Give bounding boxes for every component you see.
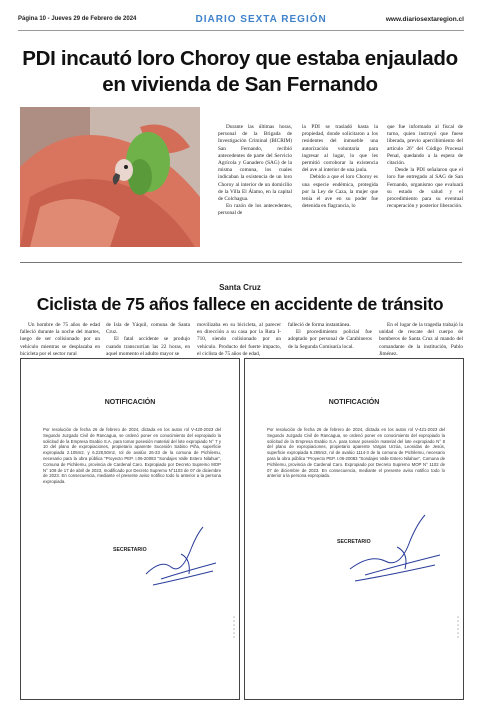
notice-title: NOTIFICACIÓN — [104, 399, 156, 406]
article2-column-5 — [379, 322, 463, 358]
secretary-label: SECRETARIO — [113, 547, 147, 553]
parrot-photo — [20, 107, 200, 247]
article1-column-2 — [302, 124, 378, 210]
paragraph: En el lugar de la tragedia trabajó la unidad de rescate del cuerpo de bomberos de Santa Cruz al mando del comandante de la institución, Pablo Jiménez. — [379, 322, 463, 357]
paragraph: Un hombre de 75 años de edad falleció durante la noche del martes, luego de ser colisionado por un vehículo mientras se desplazaba en bicicleta por el sector rural — [20, 322, 100, 357]
paragraph: El fatal accidente se produjo cuando transcurrían las 22 horas, en aquel momento el adulto mayor se — [106, 336, 190, 357]
paragraph: Durante las últimas horas, personal de la Brigada de Investigación Criminal (BICRIM) San Fernando, recibió antecedentes de parte del Servicio Agrícola y Ganadero (SAG) de la misma comuna, los cuales indicaban la existencia de un loro Choroy al interior de un domicilio de la Villa El Álamo, en la capital de Colchagua. — [218, 124, 292, 203]
article2-column-2 — [106, 322, 190, 358]
section-divider — [20, 262, 462, 263]
notice-body: Por resolución de fecha 26 de febrero de 2024, dictada en los autos rol V-421-2023 del Segundo Juzgado Civil de Rancagua, se ordenó poner en conocimiento del expropiado la solicitud de la Empresa Esabio S.A. para tomar posesión material del lote expropiado N° 8 del plano de expropiaciones, propietario aparente Vargas Urzúa, Leonidas de Jesús, superficie expropiada 6.265m2, rol de avalúo 1114-3 de la comuna de Pichilemu, necesario para la obra pública "Proyecto PEP. I.06-20083 "Sondajes Valle Estero Nilahue", Comuna de Pichilemu, provincia de Cardenal Caro. Expropiado por Decreto Supremo MOP N° 1102 de 07 de diciembre de 2023. En consecuencia, mediante el presente aviso notifico todo lo anterior a la persona expropiada. — [267, 427, 445, 479]
article2-kicker: Santa Cruz — [219, 283, 261, 292]
paragraph: El procedimiento policial fue adoptado por personal de Carabineros de la Segunda Comisaría local. — [288, 329, 372, 350]
paragraph: falleció de forma instantánea. — [288, 322, 351, 328]
paragraph: En razón de los antecedentes, personal de — [218, 203, 292, 217]
article1-headline: PDI incautó loro Choroy que estaba enjaulado en vivienda de San Fernando — [22, 47, 458, 96]
legal-notice-2 — [244, 358, 464, 700]
notice-side-code: ▪▪▪▪▪▪ — [232, 615, 236, 639]
article2-column-3 — [197, 322, 281, 358]
secretary-label: SECRETARIO — [337, 539, 371, 545]
signature-mark — [141, 519, 221, 594]
website-url: www.diariosextaregion.cl — [385, 15, 464, 23]
paragraph: de Isla de Yáquil, comuna de Santa Cruz. — [106, 322, 190, 336]
page-header — [18, 8, 464, 31]
article2-column-4 — [288, 322, 372, 351]
article2-column-1 — [20, 322, 100, 358]
legal-notice-1 — [20, 358, 240, 700]
article1-column-3 — [387, 124, 463, 210]
paragraph: movilizaba en su bicicleta, al parecer en dirección a su casa por la Ruta I-710, siendo colisionado por un vehículo. Producto del fuerte impacto, el ciclista de 75 años de edad, — [197, 322, 281, 357]
notice-title: NOTIFICACIÓN — [328, 399, 380, 406]
article1-column-1 — [218, 124, 292, 218]
paragraph: Desde la PDI señalaron que el loro fue entregado al SAG de San Fernando, organismo que evaluará su estado de salud y el procedimiento para su eventual recuperación y posterior liberación. — [387, 167, 463, 210]
notice-side-code: ▪▪▪▪▪▪ — [456, 615, 460, 639]
signature-mark — [345, 509, 445, 589]
paragraph: Debido a que el loro Choroy es una especie endémica, protegida por la Ley de Caza, la mujer que tenía el ave en su poder fue detenida en flagrancia, lo — [302, 174, 378, 210]
page-number-date: Página 10 - Jueves 29 de Febrero de 2024 — [18, 16, 137, 22]
paragraph: la PDI se trasladó hasta la propiedad, donde solicitaron a los residentes del inmueble una autorización voluntaria para ingresar al lugar, lo que les permitió corroborar la existencia del ave al interior de una jaula. — [302, 124, 378, 174]
newspaper-brand: DIARIO SEXTA REGIÓN — [195, 13, 327, 25]
article2-headline: Ciclista de 75 años fallece en accidente de tránsito — [36, 294, 444, 314]
notice-body: Por resolución de fecha 26 de febrero de 2024, dictada en los autos rol V-420-2023 del Segundo Juzgado Civil de Rancagua, se ordenó poner en conocimiento del expropiado la solicitud de la Empresa Esabio S.A. para tomar posesión material del lote expropiado N° 7 y 10 del plano de expropiaciones, propietario aparente Sucesión Sabino Piña, superficie expropiada 2.105m2. y 6.228,50m2, rol de avalúo 26-33 de la comuna de Pichilemu, necesario para la obra pública "Proyecto PEP. I.06-20083 "Sondajes Valle Estero Nilahue", Comuna de Pichilemu, provincia de Cardenal Caro. Expropiado por Decreto Supremo MOP N° 108 de 17 de abril de 2023, modificado por Decreto Supremo N°1103 de 07 de diciembre de 2023. En consecuencia, mediante el presente aviso notifico todo lo anterior a la persona expropiada. — [43, 427, 221, 485]
paragraph: que fue informado al fiscal de turno, quien instruyó que fuese liberada, previo apercibimiento del artículo 26º del Código Procesal Penal, quedando a la espera de citación. — [387, 124, 463, 167]
